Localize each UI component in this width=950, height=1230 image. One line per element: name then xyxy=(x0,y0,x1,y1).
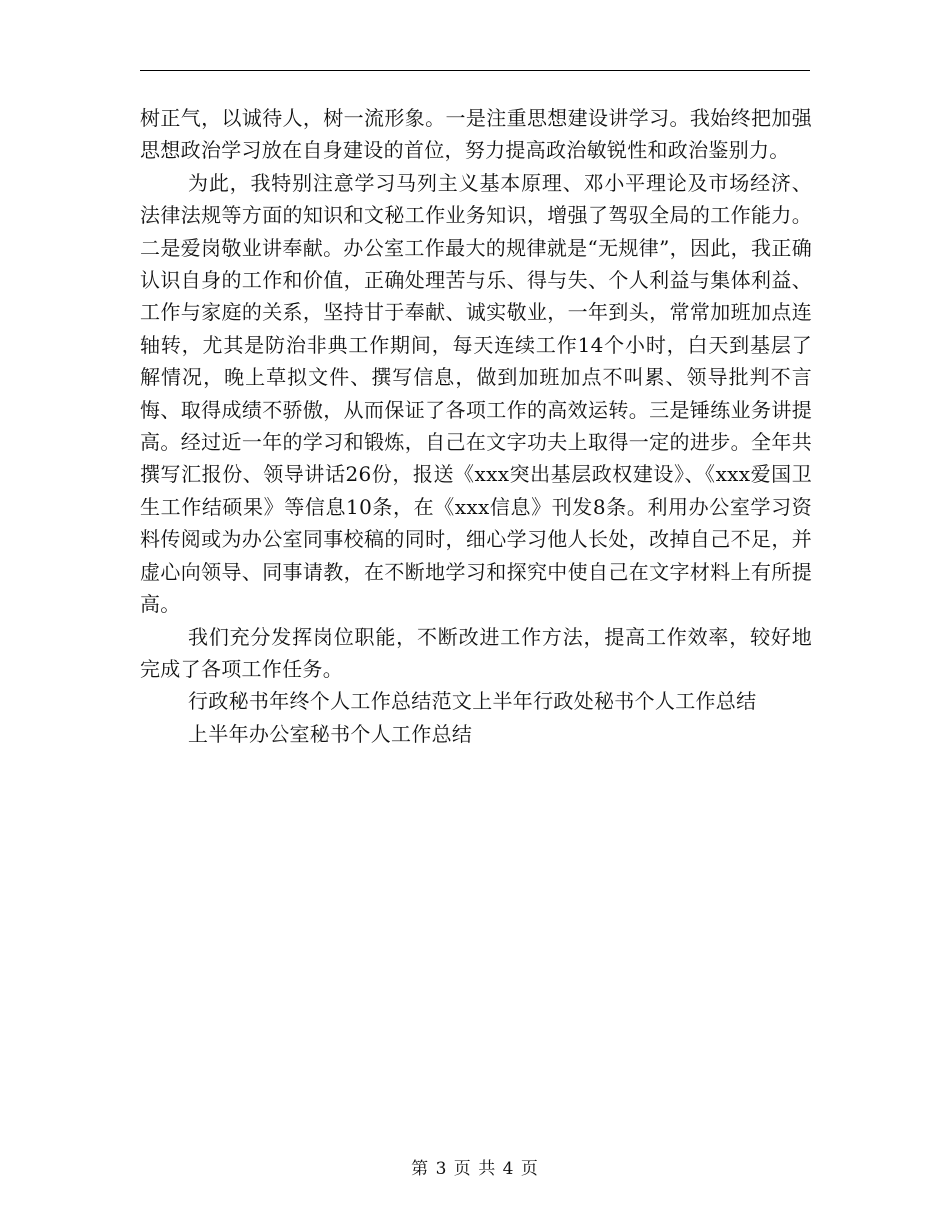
page-number: 第 3 页 共 4 页 xyxy=(411,1159,539,1179)
paragraph-1: 树正气，以诚待人，树一流形象。一是注重思想建设讲学习。我始终把加强思想政治学习放在自身建设的首位，努力提高政治敏锐性和政治鉴别力。 xyxy=(140,106,812,163)
page-footer xyxy=(0,1154,950,1179)
related-title-1: 行政秘书年终个人工作总结范文上半年行政处秘书个人工作总结 xyxy=(188,689,757,714)
related-title-2: 上半年办公室秘书个人工作总结 xyxy=(188,721,473,746)
document-body xyxy=(140,102,812,750)
paragraph-2: 为此，我特别注意学习马列主义基本原理、邓小平理论及市场经济、法律法规等方面的知识和文秘工作业务知识，增强了驾驭全局的工作能力。二是爱岗敬业讲奉献。办公室工作最大的规律就是“无规律”，因此，我正确认识自身的工作和价值，正确处理苦与乐、得与失、个人利益与集体利益、工作与家庭的关系，坚持甘于奉献、诚实敬业，一年到头，常常加班加点连轴转，尤其是防治非典工作期间，每天连续工作14个小时，白天到基层了解情况，晚上草拟文件、撰写信息，做到加班加点不叫累、领导批判不言悔、取得成绩不骄傲，从而保证了各项工作的高效运转。三是锤练业务讲提高。经过近一年的学习和锻炼，自己在文字功夫上取得一定的进步。全年共撰写汇报份、领导讲话26份，报送《xxx突出基层政权建设》、《xxx爱国卫生工作结硕果》等信息10条，在《xxx信息》刊发8条。利用办公室学习资料传阅或为办公室同事校稿的同时，细心学习他人长处，改掉自己不足，并虚心向领导、同事请教，在不断地学习和探究中使自己在文字材料上有所提高。 xyxy=(140,170,812,617)
header-rule xyxy=(140,70,810,71)
paragraph-3: 我们充分发挥岗位职能，不断改进工作方法，提高工作效率，较好地完成了各项工作任务。 xyxy=(140,624,812,681)
